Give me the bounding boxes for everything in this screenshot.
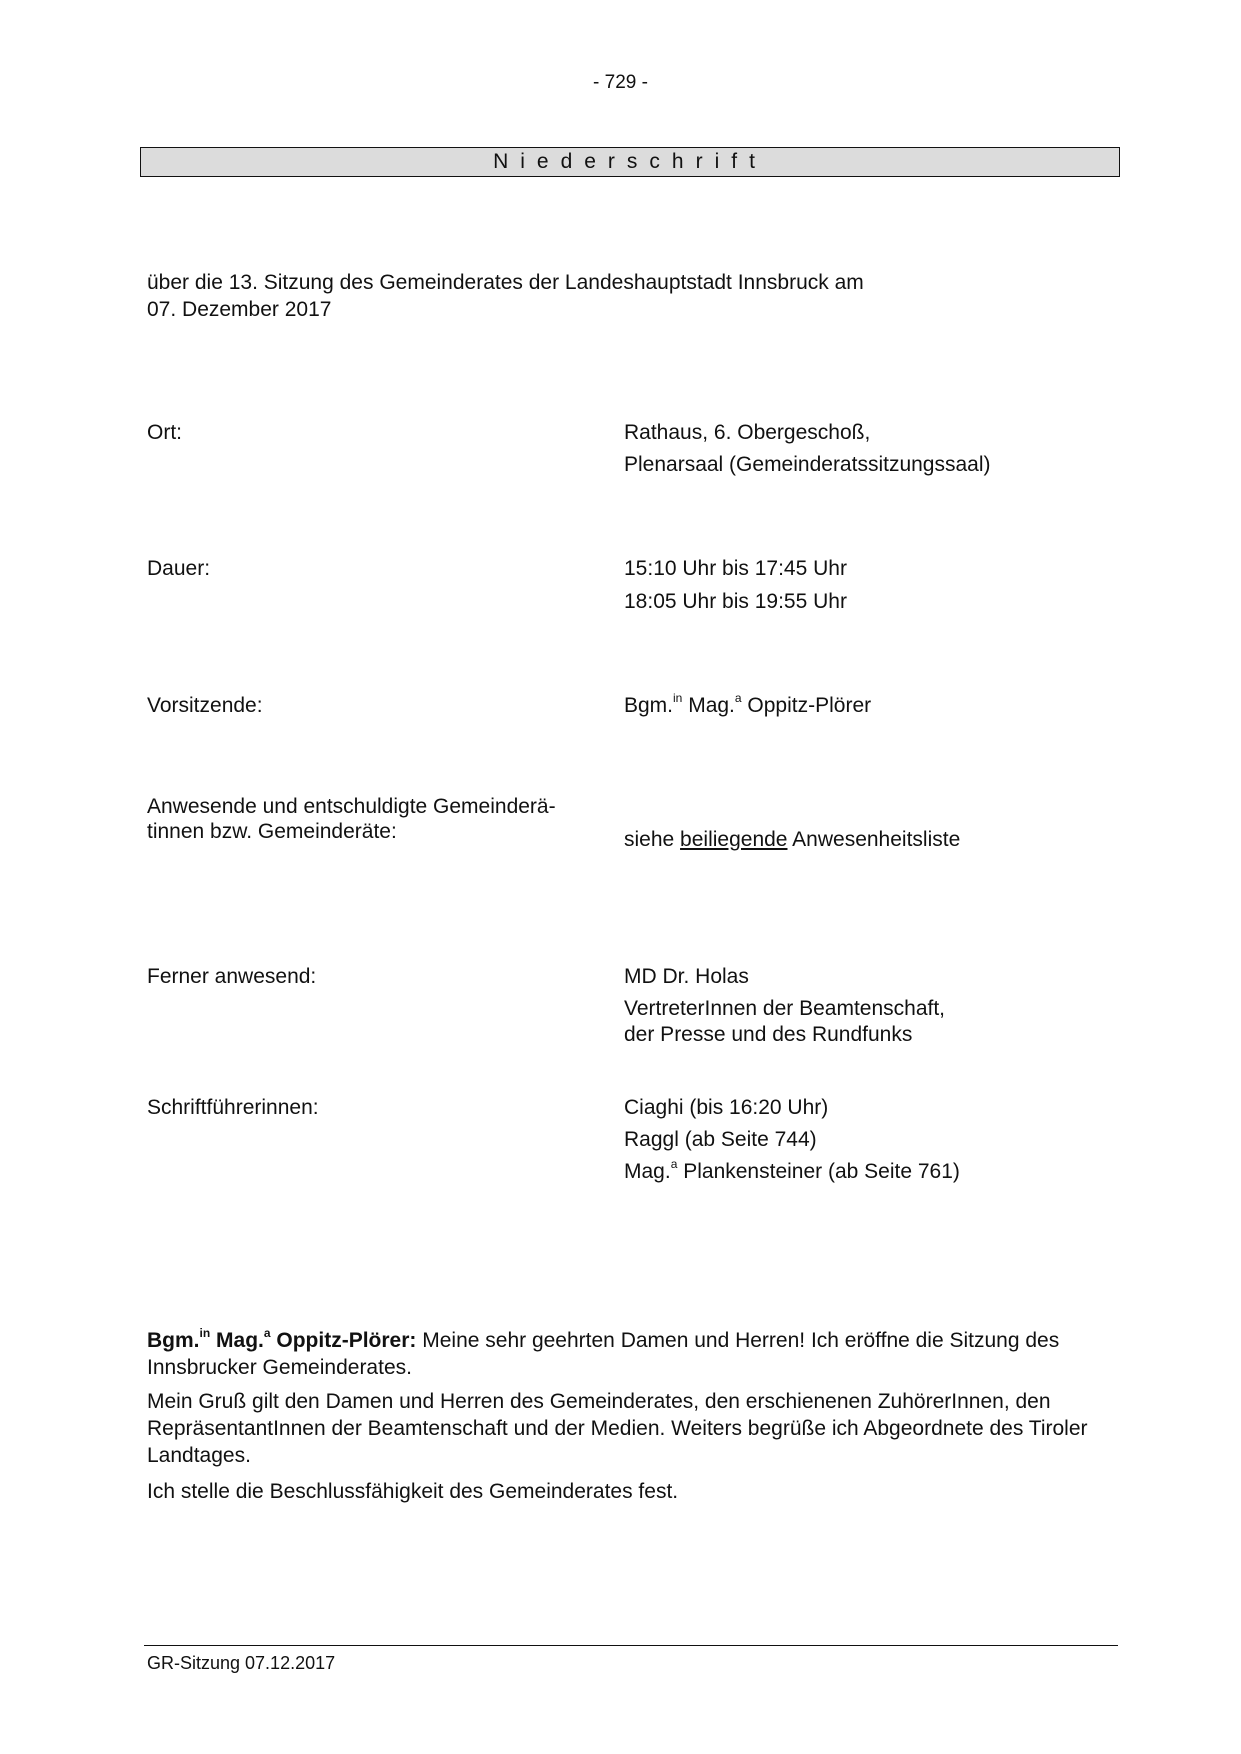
speaker-name: Oppitz-Plörer: bbox=[276, 1329, 417, 1352]
anwesende-label-1: Anwesende und entschuldigte Gemeinderä- bbox=[147, 795, 556, 818]
speaker-bgm-sup: in bbox=[199, 1326, 211, 1340]
vorsitz-value bbox=[624, 692, 871, 720]
footer-text: GR-Sitzung 07.12.2017 bbox=[147, 1653, 336, 1673]
intro-line-2: 07. Dezember 2017 bbox=[147, 298, 332, 321]
speech-paragraph-3: Ich stelle die Beschlussfähigkeit des Gemeinderates fest. bbox=[147, 1480, 679, 1503]
schrift-value-3 bbox=[624, 1158, 960, 1186]
anwesende-post: Anwesenheitsliste bbox=[792, 828, 961, 851]
ort-value-2: Plenarsaal (Gemeinderatssitzungssaal) bbox=[624, 453, 991, 476]
schrift-name: Plankensteiner (ab Seite 761) bbox=[683, 1160, 960, 1183]
schrift-value-1: Ciaghi (bis 16:20 Uhr) bbox=[624, 1096, 829, 1119]
title-box bbox=[140, 147, 1120, 177]
vorsitz-name: Oppitz-Plörer bbox=[747, 694, 872, 717]
speaker-mag: Mag. bbox=[216, 1329, 264, 1352]
schrift-value-2: Raggl (ab Seite 744) bbox=[624, 1128, 817, 1151]
schrift-label: Schriftführerinnen: bbox=[147, 1096, 319, 1119]
vorsitz-label: Vorsitzende: bbox=[147, 694, 263, 717]
schrift-mag: Mag. bbox=[624, 1160, 671, 1183]
dauer-value-1: 15:10 Uhr bis 17:45 Uhr bbox=[624, 557, 847, 580]
anwesende-underlined: beiliegende bbox=[680, 828, 788, 851]
speaker-mag-sup: a bbox=[263, 1326, 271, 1340]
dauer-value-2: 18:05 Uhr bis 19:55 Uhr bbox=[624, 590, 847, 613]
footer-divider bbox=[144, 1645, 1118, 1646]
intro-line-1: über die 13. Sitzung des Gemeinderates der Landeshauptstadt Innsbruck am bbox=[147, 271, 864, 294]
anwesende-pre: siehe bbox=[624, 828, 675, 851]
ferner-value-1: MD Dr. Holas bbox=[624, 965, 749, 988]
speech-paragraph-2: Mein Gruß gilt den Damen und Herren des Gemeinderates, den erschienenen ZuhörerInnen, den RepräsentantInnen der Beamtenschaft und der Medien. Weiters begrüße ich Abgeordnete des Tiroler Landtages. bbox=[147, 1390, 1088, 1467]
speaker-bgm: Bgm. bbox=[147, 1329, 200, 1352]
ort-value-1: Rathaus, 6. Obergeschoß, bbox=[624, 421, 871, 444]
vorsitz-mag: Mag. bbox=[688, 694, 735, 717]
dauer-label: Dauer: bbox=[147, 557, 211, 580]
vorsitz-bgm: Bgm. bbox=[624, 694, 674, 717]
page-number: - 729 - bbox=[593, 72, 648, 93]
vorsitz-mag-sup: a bbox=[734, 691, 742, 705]
speech-paragraph-1 bbox=[147, 1327, 1122, 1381]
schrift-mag-sup: a bbox=[670, 1157, 678, 1171]
ferner-value-2: VertreterInnen der Beamtenschaft, bbox=[624, 997, 946, 1020]
anwesende-label-2: tinnen bzw. Gemeinderäte: bbox=[147, 820, 397, 843]
anwesende-value bbox=[624, 826, 960, 854]
ferner-value-3: der Presse und des Rundfunks bbox=[624, 1023, 913, 1046]
ort-label: Ort: bbox=[147, 421, 182, 444]
ferner-label: Ferner anwesend: bbox=[147, 965, 317, 988]
document-title: Niederschrift bbox=[493, 150, 767, 173]
speech-text-1: Meine sehr geehrten Damen und Herren! Ich eröffne die Sitzung des Innsbrucker Gemeinderates. bbox=[147, 1329, 1060, 1379]
vorsitz-bgm-sup: in bbox=[673, 691, 683, 705]
